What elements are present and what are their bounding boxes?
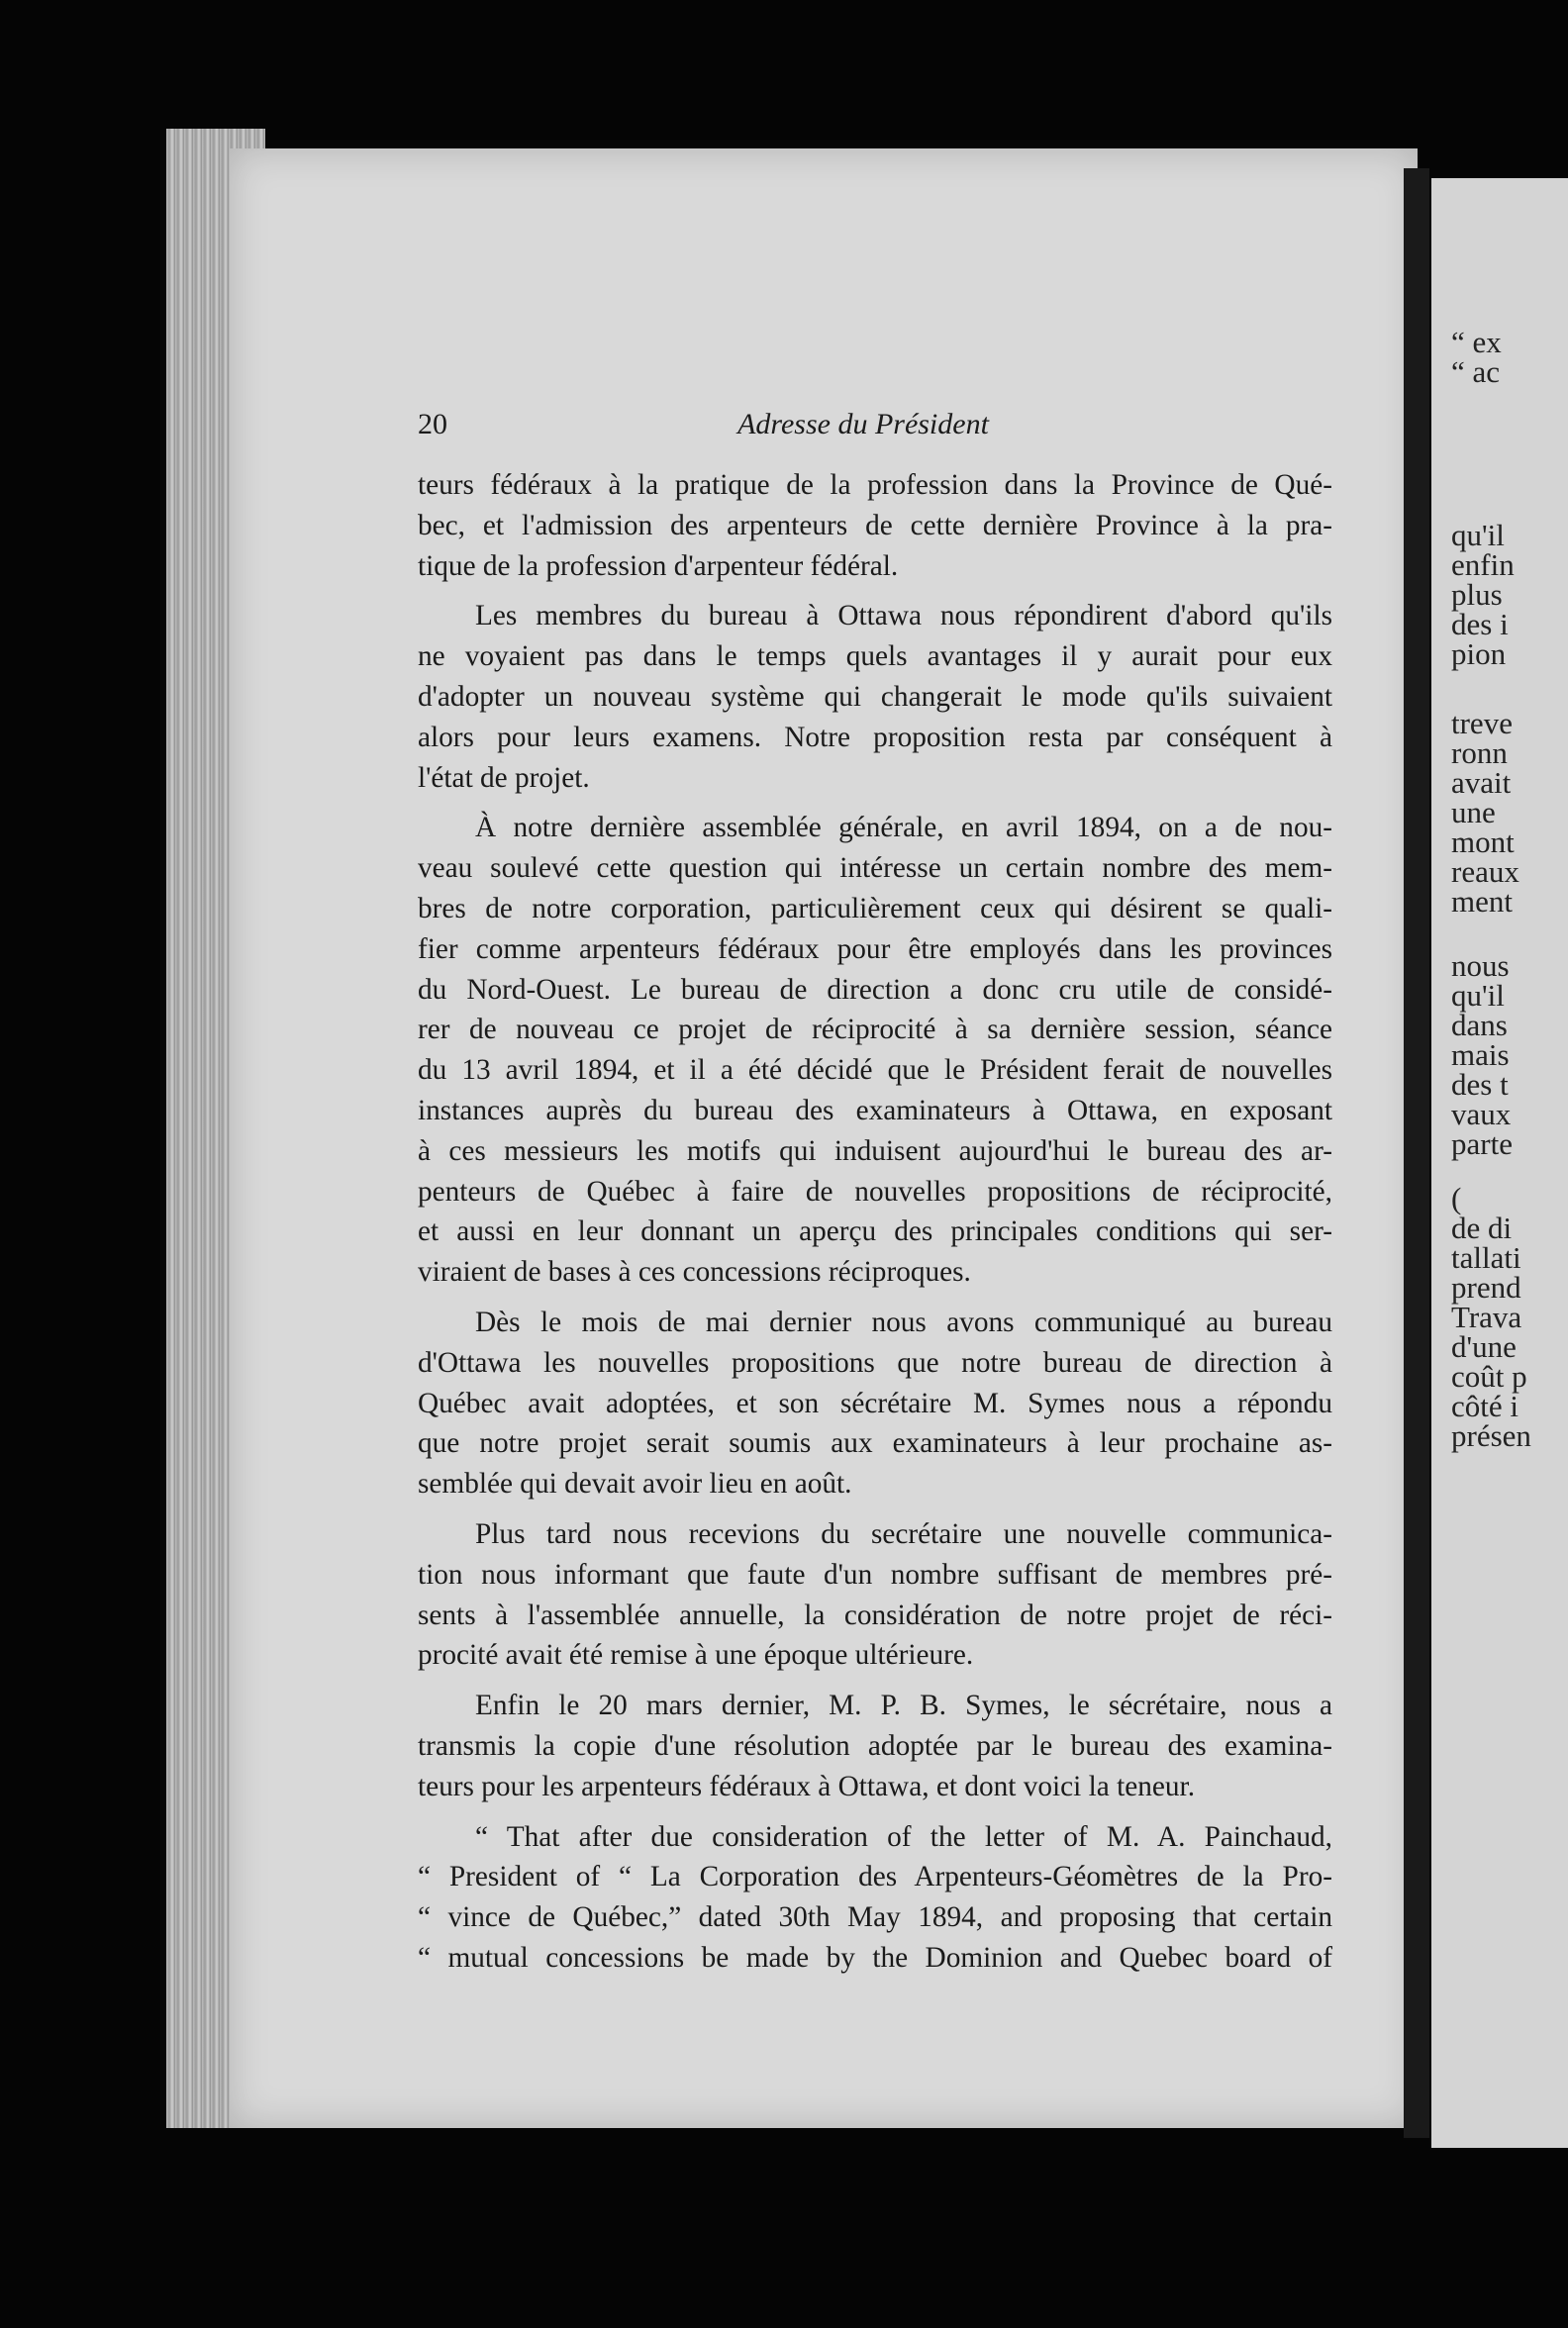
text-line: d'Ottawa les nouvelles propositions que notre bureau de direction à <box>418 1346 1332 1379</box>
paragraph <box>418 465 1332 586</box>
text-line: à ces messieurs les motifs qui induisent aujourd'hui le bureau des ar- <box>418 1134 1332 1167</box>
facing-page-fragment: qu'il <box>1451 978 1505 1013</box>
page-number: 20 <box>418 408 447 440</box>
text-line: du Nord-Ouest. Le bureau de direction a donc cru utile de considé- <box>418 973 1332 1006</box>
facing-page-fragment: reaux <box>1451 854 1519 889</box>
text-line: bec, et l'admission des arpenteurs de cette dernière Province à la pra- <box>418 509 1332 541</box>
book-page <box>230 148 1418 2128</box>
text-line: ne voyaient pas dans le temps quels avantages il y aurait pour eux <box>418 640 1332 673</box>
facing-page <box>1431 178 1568 2148</box>
facing-page-fragment: treve <box>1451 706 1513 740</box>
paragraph <box>418 1514 1332 1676</box>
text-line: et aussi en leur donnant un aperçu des principales conditions qui ser- <box>418 1215 1332 1248</box>
facing-page-fragment: des t <box>1451 1067 1509 1102</box>
text-line: l'état de projet. <box>418 761 590 794</box>
body-text <box>418 465 1332 1988</box>
facing-page-fragment: coût p <box>1451 1359 1527 1394</box>
text-line: penteurs de Québec à faire de nouvelles propositions de réciprocité, <box>418 1175 1332 1208</box>
text-line: alors pour leurs examens. Notre proposition resta par conséquent à <box>418 721 1332 753</box>
paragraph <box>418 1686 1332 1806</box>
facing-page-fragment: mais <box>1451 1037 1510 1072</box>
text-line: teurs pour les arpenteurs fédéraux à Ottawa, et dont voici la teneur. <box>418 1770 1196 1802</box>
facing-page-fragment: tallati <box>1451 1240 1521 1275</box>
text-line: instances auprès du bureau des examinateurs à Ottawa, en exposant <box>418 1094 1332 1126</box>
text-line: Enfin le 20 mars dernier, M. P. B. Symes, le sécrétaire, nous a <box>475 1690 1332 1722</box>
facing-page-fragment: nous <box>1451 948 1510 983</box>
facing-page-fragment: ( <box>1451 1181 1462 1215</box>
text-line: bres de notre corporation, particulièrement ceux qui désirent se quali- <box>418 892 1332 924</box>
text-line: tique de la profession d'arpenteur fédéral. <box>418 549 899 582</box>
text-line: “ mutual concessions be made by the Dominion and Quebec board of <box>418 1941 1332 1974</box>
text-line: transmis la copie d'une résolution adoptée par le bureau des examina- <box>418 1729 1332 1762</box>
facing-page-fragment: “ ac <box>1451 354 1501 389</box>
text-line: sents à l'assemblée annuelle, la considération de notre projet de réci- <box>418 1599 1332 1631</box>
text-line: procité avait été remise à une époque ultérieure. <box>418 1639 974 1672</box>
text-line: viraient de bases à ces concessions réciproques. <box>418 1256 971 1289</box>
facing-page-fragment: plus <box>1451 577 1503 612</box>
page-header <box>418 408 1309 447</box>
facing-page-fragment: dans <box>1451 1008 1508 1042</box>
text-line: d'adopter un nouveau système qui changerait le mode qu'ils suivaient <box>418 680 1332 713</box>
text-line: Dès le mois de mai dernier nous avons communiqué au bureau <box>475 1306 1332 1338</box>
facing-page-fragment: des i <box>1451 607 1509 641</box>
facing-page-fragment: “ ex <box>1451 325 1502 359</box>
text-line: rer de nouveau ce projet de réciprocité à sa dernière session, séance <box>418 1014 1332 1046</box>
book-gutter <box>1404 168 1429 2138</box>
text-line: Plus tard nous recevions du secrétaire une nouvelle communica- <box>475 1517 1332 1550</box>
facing-page-fragment: Trava <box>1451 1300 1522 1334</box>
facing-page-fragment: ment <box>1451 884 1513 919</box>
facing-page-fragment: parte <box>1451 1126 1513 1161</box>
facing-page-fragment: ronn <box>1451 735 1508 770</box>
text-line: Québec avait adoptées, et son sécrétaire M. Symes nous a répondu <box>418 1387 1332 1419</box>
facing-page-fragment: pion <box>1451 636 1507 671</box>
text-line: veau soulevé cette question qui intéresse un certain nombre des mem- <box>418 852 1332 885</box>
text-line: que notre projet serait soumis aux examinateurs à leur prochaine as- <box>418 1427 1332 1460</box>
text-line: “ vince de Québec,” dated 30th May 1894, and proposing that certain <box>418 1901 1332 1934</box>
paragraph <box>418 596 1332 798</box>
text-line: Les membres du bureau à Ottawa nous répondirent d'abord qu'ils <box>475 600 1332 632</box>
facing-page-fragment: vaux <box>1451 1097 1512 1131</box>
facing-page-fragment: côté i <box>1451 1389 1519 1423</box>
text-line: À notre dernière assemblée générale, en avril 1894, on a de nou- <box>475 812 1332 844</box>
facing-page-fragment: une <box>1451 795 1496 829</box>
facing-page-fragment: prend <box>1451 1270 1521 1305</box>
quoted-resolution <box>418 1817 1332 1979</box>
facing-page-fragment: enfin <box>1451 547 1515 582</box>
text-line: semblée qui devait avoir lieu en août. <box>418 1468 852 1501</box>
text-line: fier comme arpenteurs fédéraux pour être employés dans les provinces <box>418 932 1332 965</box>
running-title: Adresse du Président <box>737 408 989 440</box>
text-line: tion nous informant que faute d'un nombre suffisant de membres pré- <box>418 1558 1332 1591</box>
facing-page-fragment: qu'il <box>1451 518 1505 552</box>
facing-page-fragment: avait <box>1451 765 1512 800</box>
text-line: “ President of “ La Corporation des Arpenteurs-Géomètres de la Pro- <box>418 1861 1332 1893</box>
text-line: “ That after due consideration of the letter of M. A. Painchaud, <box>475 1820 1332 1853</box>
paragraph <box>418 808 1332 1293</box>
facing-page-fragment: présen <box>1451 1418 1531 1453</box>
paragraph <box>418 1303 1332 1504</box>
facing-page-fragment: d'une <box>1451 1329 1517 1364</box>
text-line: du 13 avril 1894, et il a été décidé que le Président ferait de nouvelles <box>418 1054 1332 1087</box>
text-line: teurs fédéraux à la pratique de la profession dans la Province de Qué- <box>418 469 1332 501</box>
facing-page-fragment: mont <box>1451 824 1515 859</box>
facing-page-fragment: de di <box>1451 1211 1513 1245</box>
